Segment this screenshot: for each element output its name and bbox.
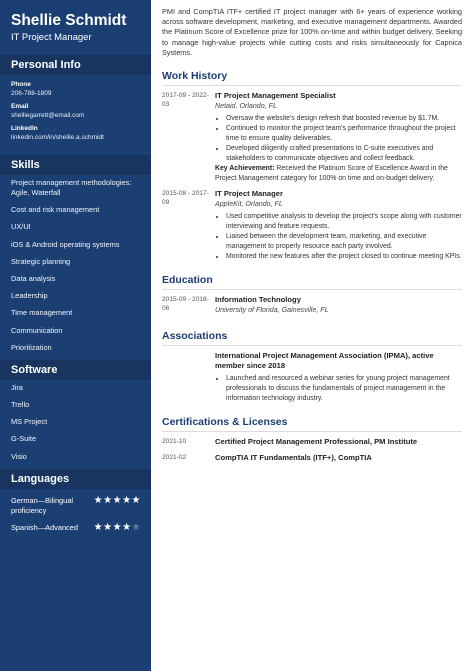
language-name: German—Bilingual proficiency — [11, 495, 74, 515]
bullet-item: • Monitored the new features after the project closed to continue meeting KPIs. — [226, 252, 462, 262]
bullet-item: • Launched and resourced a webinar series for young project management professionals to discuss the fundamentals of project management in the information technology industry. — [226, 374, 462, 403]
degree-name: Information Technology — [215, 295, 301, 305]
key-achievement — [215, 164, 462, 183]
school-name: University of Florida, Gainesville, FL — [215, 306, 329, 315]
personal-info — [0, 75, 151, 141]
job-bullets — [215, 114, 462, 164]
skills-heading: Skills — [0, 155, 151, 175]
skill-item: Cost and risk management — [11, 205, 100, 215]
association-title: International Project Management Association (IPMA), active member since 2018 — [215, 351, 434, 371]
job-title: IT Project Manager — [215, 189, 283, 199]
key-achievement-text: Received the Platinum Score of Excellence Award in the Project Management category for 100% on time and on-budget delivery. — [215, 165, 448, 182]
bullet-item: • Used competitive analysis to develop the project's scope along with customer interviewing and feature requests. — [226, 212, 462, 231]
software-item: Jira — [11, 382, 23, 392]
star-filled-icon: ★ — [103, 494, 113, 506]
star-empty-icon: ★ — [131, 521, 141, 533]
certification-name: Certified Project Management Professional, PM Institute — [215, 436, 418, 446]
phone-value: 206-788-1809 — [11, 90, 52, 97]
linkedin-label: LinkedIn — [11, 125, 38, 132]
candidate-title: IT Project Manager — [11, 32, 92, 43]
software-list — [0, 380, 151, 462]
candidate-name: Shellie Schmidt — [11, 12, 127, 29]
certification-name: CompTIA IT Fundamentals (ITF+), CompTIA — [215, 452, 372, 462]
key-achievement-label: Key Achievement: — [215, 165, 275, 173]
language-row — [0, 496, 151, 516]
sidebar — [0, 0, 151, 671]
company-name: Netaid, Orlando, FL — [215, 102, 277, 111]
job-title: IT Project Management Specialist — [215, 91, 336, 101]
star-filled-icon: ★ — [112, 521, 123, 533]
skill-item: Communication — [11, 325, 63, 335]
entry-date: 2017-09 - 2022-03 — [162, 92, 209, 109]
skill-item: Prioritization — [11, 342, 52, 352]
skill-item: Project management methodologies: Agile, Waterfall — [11, 178, 132, 197]
entry-date: 2021-10 — [162, 437, 187, 445]
software-item: Visio — [11, 451, 27, 461]
entry-date: 2015-09 - 2018-06 — [162, 296, 209, 313]
certification-entry — [162, 437, 462, 447]
skill-item: Data analysis — [11, 273, 56, 283]
software-item: MS Project — [11, 417, 48, 427]
bullet-item: • Developed diligently crafted presentations to C-suite executives and stakeholders to communicate objectives and collect feedback. — [226, 144, 462, 163]
language-row — [0, 523, 151, 533]
star-filled-icon: ★ — [93, 521, 104, 533]
skill-item: Leadership — [11, 291, 48, 301]
star-filled-icon: ★ — [93, 494, 104, 506]
work-entry — [162, 91, 462, 183]
language-name: Spanish—Advanced — [11, 522, 78, 532]
bullet-item: • Continued to monitor the project team's performance throughout the project time to ensure quality deliverables. — [226, 124, 462, 143]
star-filled-icon: ★ — [112, 494, 123, 506]
entry-date: 2021-02 — [162, 453, 187, 461]
association-entry — [162, 351, 462, 403]
rating-stars — [94, 523, 141, 533]
star-filled-icon: ★ — [122, 521, 132, 533]
email-label: Email — [11, 103, 29, 110]
bullet-item: • Oversaw the website's design refresh that boosted revenue by $1.7M. — [226, 114, 462, 124]
skill-item: iOS & Android operating systems — [11, 239, 120, 249]
linkedin-value: linkedin.com/in/shellie.a.schmidt — [11, 134, 104, 141]
phone-label: Phone — [11, 81, 31, 88]
work-entry — [162, 189, 462, 262]
education-heading: Education — [162, 274, 462, 290]
bullet-item: • Liaised between the development team, marketing, and executive management to properly resource each party involved. — [226, 232, 462, 251]
skill-item: Strategic planning — [11, 256, 71, 266]
skill-item: UX/UI — [11, 222, 31, 232]
star-filled-icon: ★ — [122, 494, 132, 506]
associations-heading: Associations — [162, 330, 462, 346]
software-item: Trello — [11, 400, 30, 410]
languages-heading: Languages — [0, 469, 151, 489]
job-bullets — [215, 212, 462, 262]
email-value: shelliegarrett@email.com — [11, 112, 85, 119]
skills-list — [0, 175, 151, 353]
work-history-heading: Work History — [162, 70, 462, 86]
personal-info-heading: Personal Info — [0, 55, 151, 75]
association-bullets — [215, 374, 462, 403]
skill-item: Time management — [11, 308, 73, 318]
software-item: G-Suite — [11, 434, 37, 444]
summary-text: PMI and CompTIA ITF+ certified IT project manager with 6+ years of experience working across software development, marketing, and executive management departments. Awarded the Platinum Score of Excellence prize for 100% on-time and within budget delivery. Seeking to manage high-value projects while cutting costs and risks simultaneously for Capnica Systems. — [162, 7, 462, 57]
entry-date: 2015-08 - 2017-09 — [162, 190, 209, 207]
software-heading: Software — [0, 360, 151, 380]
star-filled-icon: ★ — [103, 521, 113, 533]
company-name: AppleKit, Orlando, FL — [215, 200, 283, 209]
star-filled-icon: ★ — [131, 494, 141, 506]
education-entry — [162, 295, 462, 318]
certification-entry — [162, 453, 462, 463]
rating-stars — [94, 496, 141, 516]
certifications-heading: Certifications & Licenses — [162, 416, 462, 432]
main-content — [151, 0, 474, 671]
